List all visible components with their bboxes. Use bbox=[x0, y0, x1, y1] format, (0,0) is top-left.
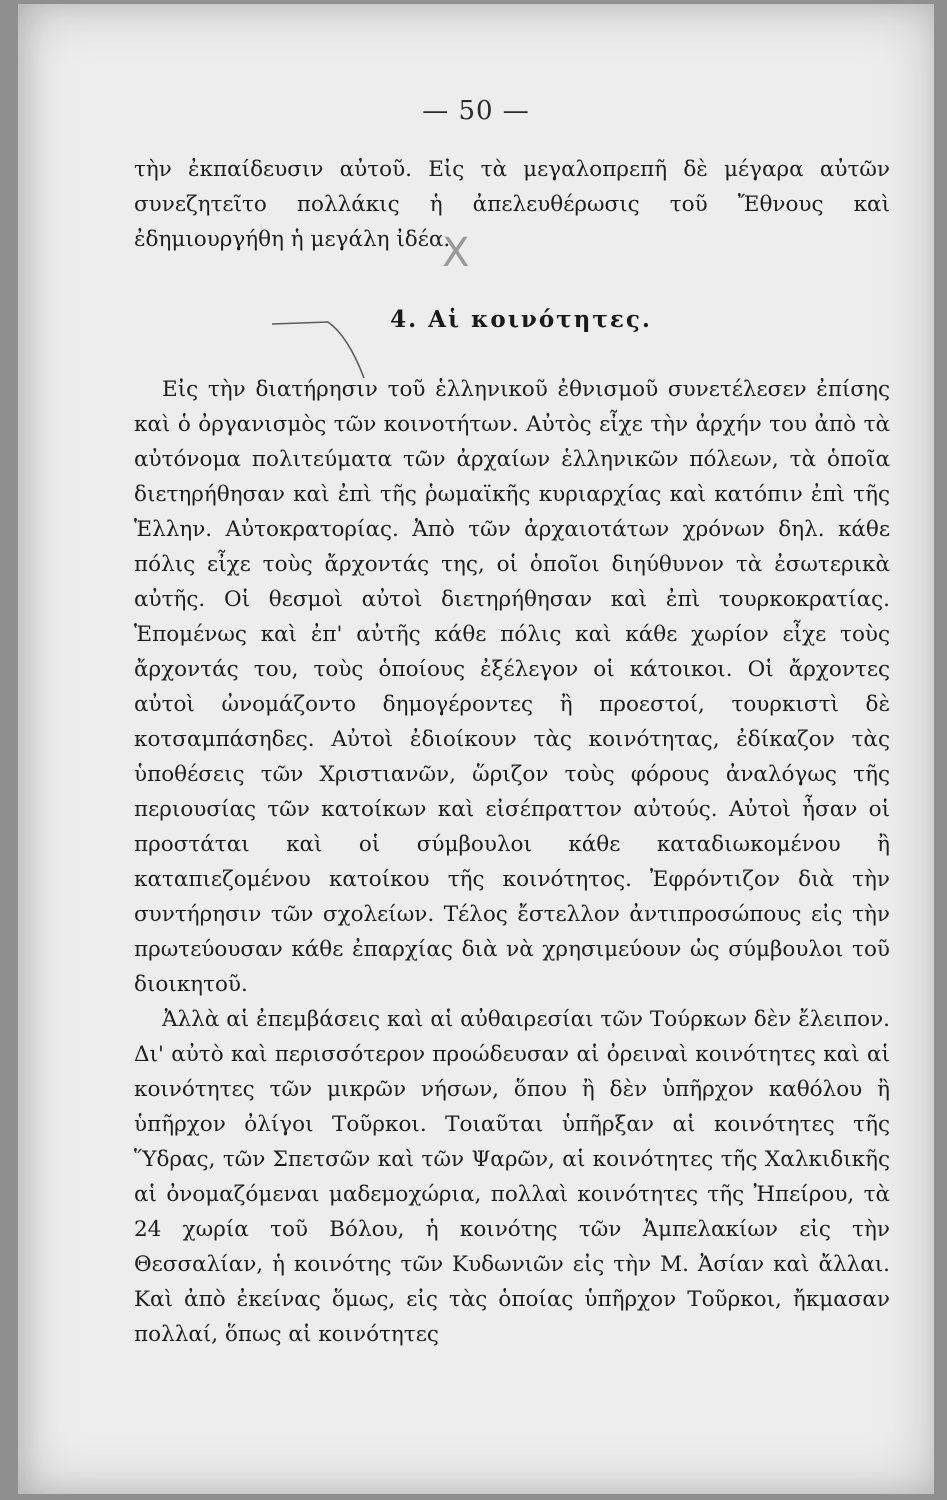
paragraph-communities-examples: Ἀλλὰ αἱ ἐπεμβάσεις καὶ αἱ αὐθαιρεσίαι τῶν Τούρκων δὲν ἔλειπον. Δι' αὐτὸ καὶ περισσότερον προώδευσαν αἱ ὀρειναὶ κοινότητες καὶ αἱ κοινότητες τῶν μικρῶν νήσων, ὅπου ἢ δὲν ὑπῆρχον καθόλου ἢ ὑπῆρχον ὀλίγοι Τοῦρκοι. Τοιαῦται ὑπῆρξαν αἱ κοινότητες τῆς Ὕδρας, τῶν Σπετσῶν καὶ τῶν Ψαρῶν, αἱ κοινότητες τῆς Χαλκιδικῆς αἱ ὀνομαζόμεναι μαδεμοχώρια, πολλαὶ κοινότητες τῆς Ἠπείρου, τὰ 24 χωρία τοῦ Βόλου, ἡ κοινότης τῶν Ἀμπελακίων εἰς τὴν Θεσσαλίαν, ἡ κοινότης τῶν Κυδωνιῶν εἰς τὴν Μ. Ἀσίαν καὶ ἄλλαι. Καὶ ἀπὸ ἐκείνας ὅμως, εἰς τὰς ὁποίας ὑπῆρχον Τοῦρκοι, ἤκμασαν πολλαί, ὅπως αἱ κοινότητες bbox=[134, 1007, 890, 1347]
page-number: — 50 — bbox=[422, 96, 530, 126]
book-page bbox=[18, 4, 934, 1494]
section-heading: 4. Αἱ κοινότητες. bbox=[390, 306, 652, 333]
intro-text-block bbox=[134, 152, 890, 257]
main-text-block bbox=[134, 372, 890, 1352]
intro-paragraph: τὴν ἐκπαίδευσιν αὐτοῦ. Εἰς τὰ μεγαλοπρεπῆ δὲ μέγαρα αὐτῶν συνεζητεῖτο πολλάκις ἡ ἀπελευθέρωσις τοῦ Ἔθνους καὶ ἐδημιουργήθη ἡ μεγάλη ἰδέα. bbox=[134, 157, 890, 252]
paragraph-communities-origin: Εἰς τὴν διατήρησιν τοῦ ἑλληνικοῦ ἐθνισμοῦ συνετέλεσεν ἐπίσης καὶ ὁ ὀργανισμὸς τῶν κοινοτήτων. Αὐτὸς εἶχε τὴν ἀρχήν του ἀπὸ τὰ αὐτόνομα πολιτεύματα τῶν ἀρχαίων ἑλληνικῶν πόλεων, τὰ ὁποῖα διετηρήθησαν καὶ ἐπὶ τῆς ῥωμαϊκῆς κυριαρχίας καὶ κατόπιν ἐπὶ τῆς Ἑλλην. Αὐτοκρατορίας. Ἀπὸ τῶν ἀρχαιοτάτων χρόνων δηλ. κάθε πόλις εἶχε τοὺς ἄρχοντάς της, οἱ ὁποῖοι διηύθυνον τὰ ἐσωτερικὰ αὐτῆς. Οἱ θεσμοὶ αὐτοὶ διετηρήθησαν καὶ ἐπὶ τουρκοκρατίας. Ἑπομένως καὶ ἐπ' αὐτῆς κάθε πόλις καὶ κάθε χωρίον εἶχε τοὺς ἄρχοντάς του, τοὺς ὁποίους ἐξέλεγον οἱ κάτοικοι. Οἱ ἄρχοντες αὐτοὶ ὠνομάζοντο δημογέροντες ἢ προεστοί, τουρκιστὶ δὲ κοτσαμπάσηδες. Αὐτοὶ ἐδιοίκουν τὰς κοινότητας, ἐδίκαζον τὰς ὑποθέσεις τῶν Χριστιανῶν, ὥριζον τοὺς φόρους ἀναλόγως τῆς περιουσίας τῶν κατοίκων καὶ εἰσέπραττον αὐτούς. Αὐτοὶ ἦσαν οἱ προστάται καὶ οἱ σύμβουλοι κάθε καταδιωκομένου ἢ καταπιεζομένου κατοίκου τῆς κοινότητος. Ἐφρόντιζον διὰ τὴν συντήρησιν τῶν σχολείων. Τέλος ἔστελλον ἀντιπροσώπους εἰς τὴν πρωτεύουσαν κάθε ἐπαρχίας διὰ νὰ χρησιμεύουν ὡς σύμβουλοι τοῦ διοικητοῦ. bbox=[134, 377, 890, 997]
pencil-x-mark: X bbox=[442, 230, 470, 276]
